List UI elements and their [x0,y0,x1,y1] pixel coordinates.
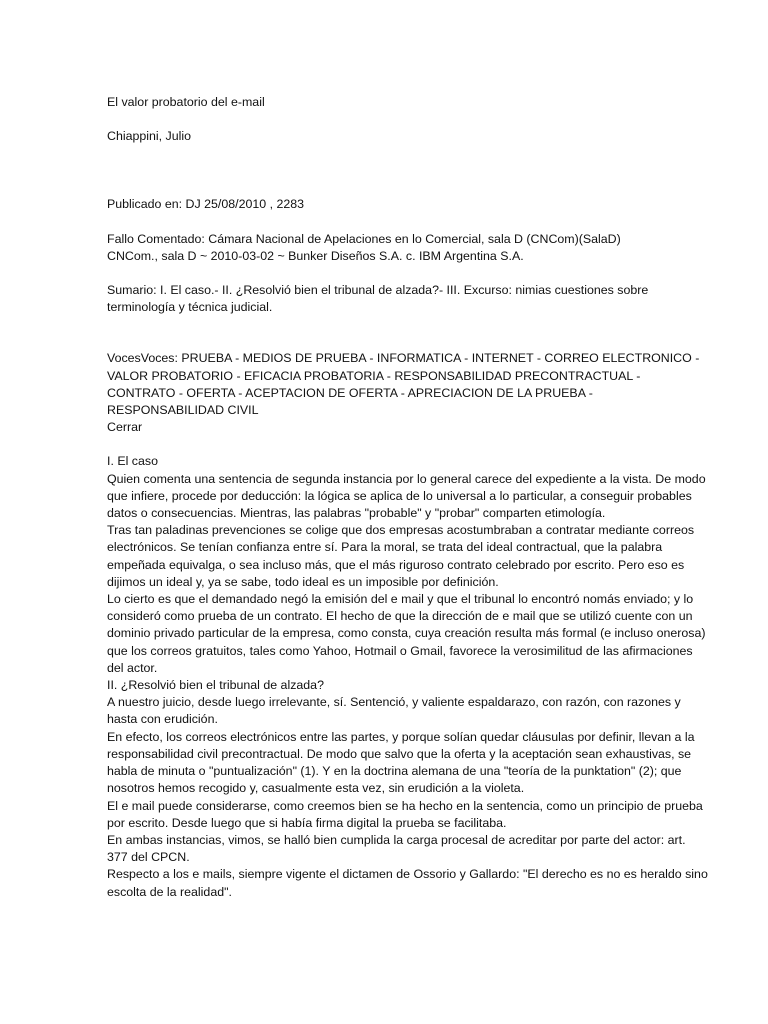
section-heading: I. El caso [107,454,158,469]
section-heading: II. ¿Resolvió bien el tribunal de alzada? [107,678,324,693]
article-body [107,453,708,900]
document-title: El valor probatorio del e-mail [107,95,265,109]
paragraph: En efecto, los correos electrónicos entre las partes, y porque solían quedar cláusulas por definir, llevan a la responsabilidad civil precontractual. De modo que salvo que la oferta y la aceptación sean exhaustivas, se habla de minuta o "puntualización" (1). Y en la doctrina alemana de una "teoría de la punktation" (2); que nosotros hemos recogido y, casualmente esta vez, sin erudición a la violeta. [107,729,695,796]
paragraph: A nuestro juicio, desde luego irrelevante, sí. Sentenció, y valiente espaldarazo, con razón, con razones y hasta con erudición. [107,695,681,727]
paragraph: Respecto a los e mails, siempre vigente el dictamen de Ossorio y Gallardo: "El derecho es no es heraldo sino escolta de la realidad". [107,867,708,899]
paragraph: Quien comenta una sentencia de segunda instancia por lo general carece del expediente a la vista. De modo que infiere, procede por deducción: la lógica se aplica de lo universal a lo particular, a conseguir probables datos o consecuencias. Mientras, las palabras "probable" y "probar" comparten etimología. [107,471,706,521]
paragraph: Lo cierto es que el demandado negó la emisión del e mail y que el tribunal lo encontró nomás enviado; y lo consideró como prueba de un contrato. El hecho de que la dirección de e mail que se utilizó cuente con un dominio privado particular de la empresa, como consta, cuya creación resulta más formal (e incluso onerosa) que los correos gratuitos, tales como Yahoo, Hotmail o Gmail, favorece la verosimilitud de las afirmaciones del actor. [107,592,706,675]
fallo-line: CNCom., sala D ~ 2010-03-02 ~ Bunker Diseños S.A. c. IBM Argentina S.A. [107,248,524,263]
paragraph: El e mail puede considerarse, como creemos bien se ha hecho en la sentencia, como un principio de prueba por escrito. Desde luego que si había firma digital la prueba se facilitaba. [107,798,703,830]
paragraph: En ambas instancias, vimos, se halló bien cumplida la carga procesal de acreditar por parte del actor: art. 377 del CPCN. [107,832,686,865]
summary: Sumario: I. El caso.- II. ¿Resolvió bien el tribunal de alzada?- III. Excurso: nimias cuestiones sobre terminología y técnica judicial. [107,283,649,315]
paragraph: Tras tan paladinas prevenciones se colige que dos empresas acostumbraban a contratar mediante correos electrónicos. Se tenían confianza entre sí. Para la moral, se trata del ideal contractual, que la palabra empeñada equivalga, o sea incluso más, que el más riguroso contrato celebrado por escrito. Pero eso es dijimos un ideal y, ya se sabe, todo ideal es un imposible por definición. [107,523,695,589]
keywords: VocesVoces: PRUEBA - MEDIOS DE PRUEBA - INFORMATICA - INTERNET - CORREO ELECTRONICO - VALOR PROBATORIO - EFICACIA PROBATORIA - RESPONSABILIDAD PRECONTRACTUAL - CONTRATO - OFERTA - ACEPTACION DE OFERTA - APRECIACION DE LA PRUEBA - RESPONSABILIDAD CIVIL [107,351,700,418]
author-name: Chiappini, Julio [107,129,192,144]
publication-info: Publicado en: DJ 25/08/2010 , 2283 [107,197,305,212]
fallo-comentado [107,231,708,265]
fallo-line: Fallo Comentado: Cámara Nacional de Apelaciones en lo Comercial, sala D (CNCom)(SalaD) [107,231,621,246]
close-link[interactable]: Cerrar [107,420,143,435]
